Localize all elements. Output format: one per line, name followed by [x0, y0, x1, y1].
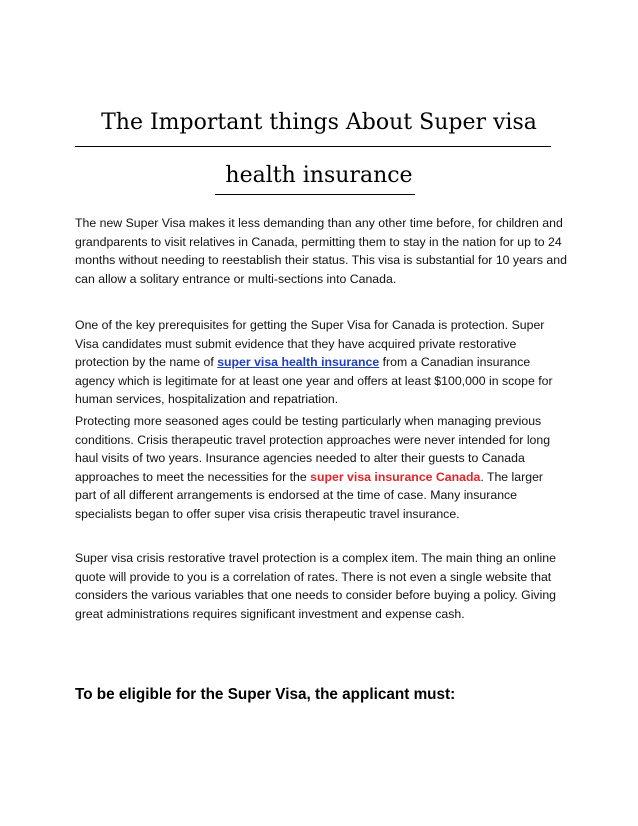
paragraph-3-text — [75, 412, 567, 524]
paragraph-1-text: The new Super Visa makes it less demanding than any other time before, for children and grandparents to visit relatives in Canada, permitting them to stay in the nation for up to 24 months without needing to reestablish their status. This visa is substantial for 10 years and can allow a solitary entrance or multi-sections into Canada. — [75, 216, 567, 286]
paragraph-2-text — [75, 316, 567, 409]
super-visa-insurance-canada-highlight: super visa insurance Canada — [310, 469, 481, 484]
paragraph-requirements — [75, 316, 567, 417]
paragraph-4-text: Super visa crisis restorative travel protection is a complex item. The main thing an online quote will provide to you is a correlation of rates. There is not even a single website that considers the various variables that one needs to consider before buying a policy. Giving great administrations requires significant investment and expense cash. — [75, 551, 556, 621]
paragraph-complex-item — [75, 549, 567, 631]
page-title-line-1: The Important things About Super visa — [101, 110, 537, 135]
page-title-line-2: health insurance — [225, 163, 413, 188]
paragraph-3-before: Protecting more seasoned ages could be testing particularly when managing previous conditions. Crisis therapeutic travel protection approaches were never intended for long haul visits of two years. Insurance agencies needed to alter their guests to Canada approaches to meet the necessities for the — [75, 414, 551, 484]
title-underline-1 — [75, 146, 551, 147]
paragraph-2-after: from a Canadian insurance agency which is legitimate for at least one year and offers at least $100,000 in scope for human services, hospitalization and repatriation. — [75, 355, 553, 407]
paragraph-3-after: . The larger part of all different arrangements is endorsed at the time of case. Many insurance specialists began to offer super visa crisis therapeutic travel insurance. — [75, 469, 543, 521]
paragraph-2-before: One of the key prerequisites for getting the Super Visa for Canada is protection. Super Visa candidates must submit evidence that they have acquired private restorative protection by the name of — [75, 318, 545, 370]
paragraph-intro — [75, 214, 567, 296]
paragraph-older-ages — [75, 412, 567, 532]
title-underline-2 — [215, 194, 415, 195]
eligibility-heading: To be eligible for the Super Visa, the applicant must: — [75, 686, 456, 703]
super-visa-health-insurance-link[interactable]: super visa health insurance — [217, 355, 380, 370]
